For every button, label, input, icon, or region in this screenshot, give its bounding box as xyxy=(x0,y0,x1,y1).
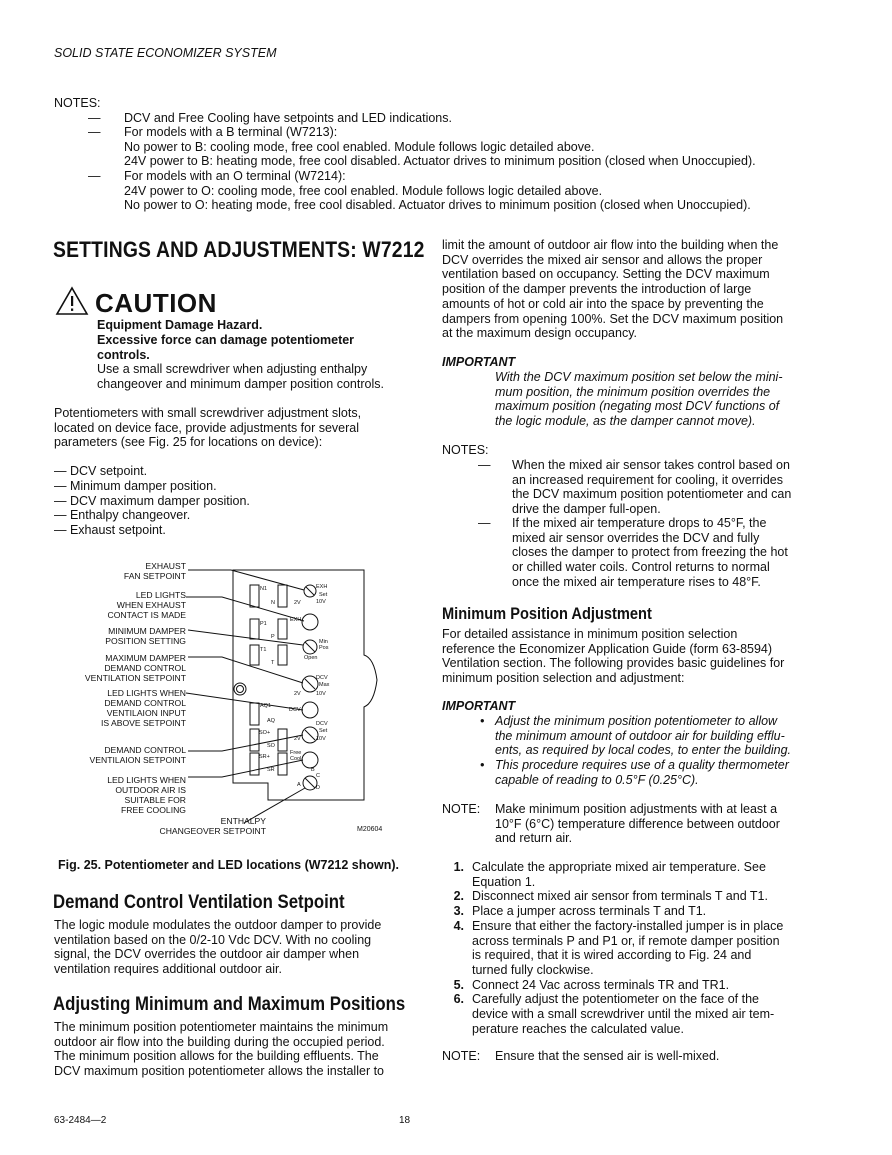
section-title: SETTINGS AND ADJUSTMENTS: W7212 xyxy=(53,237,425,262)
step-item: 2. Disconnect mixed air sensor from terminals T and T1. xyxy=(453,889,768,904)
label-led-outdoor: LED LIGHTS WHEN OUTDOOR AIR IS SUITABLE FOR FREE COOLING xyxy=(107,775,186,815)
procedure-steps xyxy=(428,860,828,1036)
list-item: — Enthalpy changeover. xyxy=(54,508,191,523)
list-item: — DCV maximum damper position. xyxy=(54,493,250,508)
note-subline: 24V power to O: cooling mode, free cool enabled. Module follows logic detailed above. xyxy=(124,183,603,198)
note-label: NOTE: xyxy=(442,802,481,816)
running-header: SOLID STATE ECONOMIZER SYSTEM xyxy=(54,46,277,60)
label-dcv-setpoint: DEMAND CONTROL VENTILAION SETPOINT xyxy=(89,745,186,765)
figure-caption: Fig. 25. Potentiometer and LED locations (W7212 shown). xyxy=(58,858,400,872)
continued-paragraph: limit the amount of outdoor air flow into the building when the DCV overrides the mixed air sensor and allows the proper ventilation based on occupancy. Setting the DCV maximum position of the damper prevents the introduction of large amounts of hot or cold air into the space by preventing the dampers from opening 100%. Set the DCV maximum position at the maximum design occupancy. xyxy=(442,238,784,341)
form-number: 63-2484—2 xyxy=(54,1115,107,1126)
step-item: 4. Ensure that either the factory-installed jumper is in place across terminals P and P1 or, if remote damper position is required, that it is wired according to Fig. 24 and turned fully clockwise. xyxy=(453,918,784,977)
figure-code: M20604 xyxy=(357,826,383,833)
intro-paragraph: Potentiometers with small screwdriver adjustment slots, located on device face, provide adjustments for several parameters (see Fig. 25 for locations on device): xyxy=(54,406,362,450)
potentiometer-diagram: EXHAUST FAN SETPOINT LED LIGHTS WHEN EXHAUST CONTACT IS MADE MINIMUM DAMPER POSITION SETTING MAXIMUM DAMPER DEMAND CONTROL VENTILATION SETPOINT LED LIGHTS WHEN DEMAND CONTROL VENTILAION INPUT IS ABOVE SETPOINT DEMAND CONTROL VENTILAION SETPOINT LED LIGHTS WHEN OUTDOOR AIR IS SUITABLE FOR FREE COOLING ENTHALPY CHANGEOVER SETPOINT M20604 N1 N EXH Set 10V 2V EXH P1 P Min Pos T1 T Open DCV Max 2V 10V AQ1 AQ DCV DCV Set 2V 10V SO+ SO Free Cool SR+ SR B C A D xyxy=(54,555,394,845)
top-notes: NOTES: — DCV and Free Cooling have setpoints and LED indications. — For models with a B terminal (W7213): No power to B: cooling mode, free cool enabled. Module follows logic detailed above. 24V power to B: heating mode, free cool disabled. Actuator drives to minimum position (closed when Unoccupied). — For models with an O terminal (W7214): 24V power to O: cooling mode, free cool enabled. Module follows logic detailed above. No power to O: heating mode, free cool disabled. Actuator drives to minimum position (closed when Unoccupied). xyxy=(54,96,854,213)
note-item: DCV and Free Cooling have setpoints and LED indications. xyxy=(124,110,452,125)
dcv-heading: Demand Control Ventilation Setpoint xyxy=(53,891,345,913)
caution-body: Use a small screwdriver when adjusting enthalpy xyxy=(97,362,368,376)
min-position-heading: Minimum Position Adjustment xyxy=(442,604,652,623)
step-item: 5. Connect 24 Vac across terminals TR and TR1. xyxy=(453,977,730,992)
list-item: — Exhaust setpoint. xyxy=(54,523,166,538)
parameter-list xyxy=(54,464,250,538)
caution-line: Excessive force can damage potentiometer xyxy=(97,333,355,347)
note-subline: 24V power to B: heating mode, free cool disabled. Actuator drives to minimum position (closed when Unoccupied). xyxy=(124,154,756,169)
notes-label: NOTES: xyxy=(54,96,101,110)
note-subline: No power to B: cooling mode, free cool enabled. Module follows logic detailed above. xyxy=(124,139,595,154)
label-max-damper: MAXIMUM DAMPER DEMAND CONTROL VENTILATION SETPOINT xyxy=(84,653,186,683)
important-bullet: Adjust the minimum position potentiometer to allow the minimum amount of outdoor air for building efflu- ents, as required by local codes, to enter the building. xyxy=(495,714,792,758)
min-position-paragraph: For detailed assistance in minimum position selection reference the Economizer Application Guide (form 63-8594) Ventilation section. The following provides basic guidelines for minimum position selection and adjustment: xyxy=(442,627,785,686)
label-exhaust-fan-setpoint: EXHAUST FAN SETPOINT xyxy=(123,561,186,581)
label-led-exhaust: LED LIGHTS WHEN EXHAUST CONTACT IS MADE xyxy=(107,590,186,620)
list-item: — DCV setpoint. xyxy=(54,464,148,478)
important-text: With the DCV maximum position set below the mini- mum position, the minimum position overrides the maximum position (negating most DCV functions of the logic module, as the damper cannot move). xyxy=(495,370,783,429)
step-item: 6. Carefully adjust the potentiometer on the face of the device with a small screwdriver until the mixed air tem- perature reaches the calculated value. xyxy=(453,992,775,1036)
important-label: IMPORTANT xyxy=(442,355,516,369)
page-number: 18 xyxy=(399,1115,411,1126)
dcv-paragraph: The logic module modulates the outdoor damper to provide ventilation based on the 0/2-10 Vdc DCV. With no cooling signal, the DCV overrides the outdoor air damper when ventilation requires additional outdoor air. xyxy=(54,918,382,977)
note-item: For models with an O terminal (W7214): xyxy=(124,168,346,183)
adjusting-paragraph: The minimum position potentiometer maintains the minimum outdoor air flow into the building during the occupied period. The minimum position allows for the building effluents. The DCV maximum position potentiometer allows the installer to xyxy=(54,1020,389,1079)
note-item: If the mixed air temperature drops to 45°F, the mixed air sensor overrides the DCV and fully closes the damper to protect from freezing the hot or chilled water coils. Control returns to normal once the mixed air temperature rises to 48°F. xyxy=(512,516,788,589)
caution-heading: CAUTION xyxy=(95,288,217,318)
caution-line: controls. xyxy=(97,348,150,362)
notes-label: NOTES: xyxy=(442,443,489,457)
note-subline: No power to O: heating mode, free cool disabled. Actuator drives to minimum position (closed when Unoccupied). xyxy=(124,198,751,213)
label-led-demand: LED LIGHTS WHEN DEMAND CONTROL VENTILAION INPUT IS ABOVE SETPOINT xyxy=(100,688,186,728)
note-text: Make minimum position adjustments with at least a 10°F (6°C) temperature difference between outdoor and return air. xyxy=(495,802,780,846)
caution-body: changeover and minimum damper position controls. xyxy=(97,377,384,391)
note-item: When the mixed air sensor takes control based on an increased requirement for cooling, it overrides the DCV maximum position potentiometer and can drive the damper full-open. xyxy=(512,458,792,517)
note-text: Ensure that the sensed air is well-mixed. xyxy=(495,1049,720,1063)
important-label: IMPORTANT xyxy=(442,699,516,713)
list-item: — Minimum damper position. xyxy=(54,478,217,493)
step-item: 1. Calculate the appropriate mixed air temperature. See Equation 1. xyxy=(453,860,766,889)
adjusting-heading: Adjusting Minimum and Maximum Positions xyxy=(53,993,406,1015)
caution-line: Equipment Damage Hazard. xyxy=(97,318,263,332)
important-bullet: This procedure requires use of a quality thermometer capable of reading to 0.5°F (0.25°C). xyxy=(495,758,789,787)
label-min-damper: MINIMUM DAMPER POSITION SETTING xyxy=(105,626,186,646)
note-item: For models with a B terminal (W7213): xyxy=(124,125,338,140)
step-item: 3. Place a jumper across terminals T and T1. xyxy=(453,904,707,919)
label-enthalpy: ENTHALPY CHANGEOVER SETPOINT xyxy=(159,816,266,836)
warning-triangle-icon xyxy=(55,286,89,316)
note-label: NOTE: xyxy=(442,1049,481,1063)
